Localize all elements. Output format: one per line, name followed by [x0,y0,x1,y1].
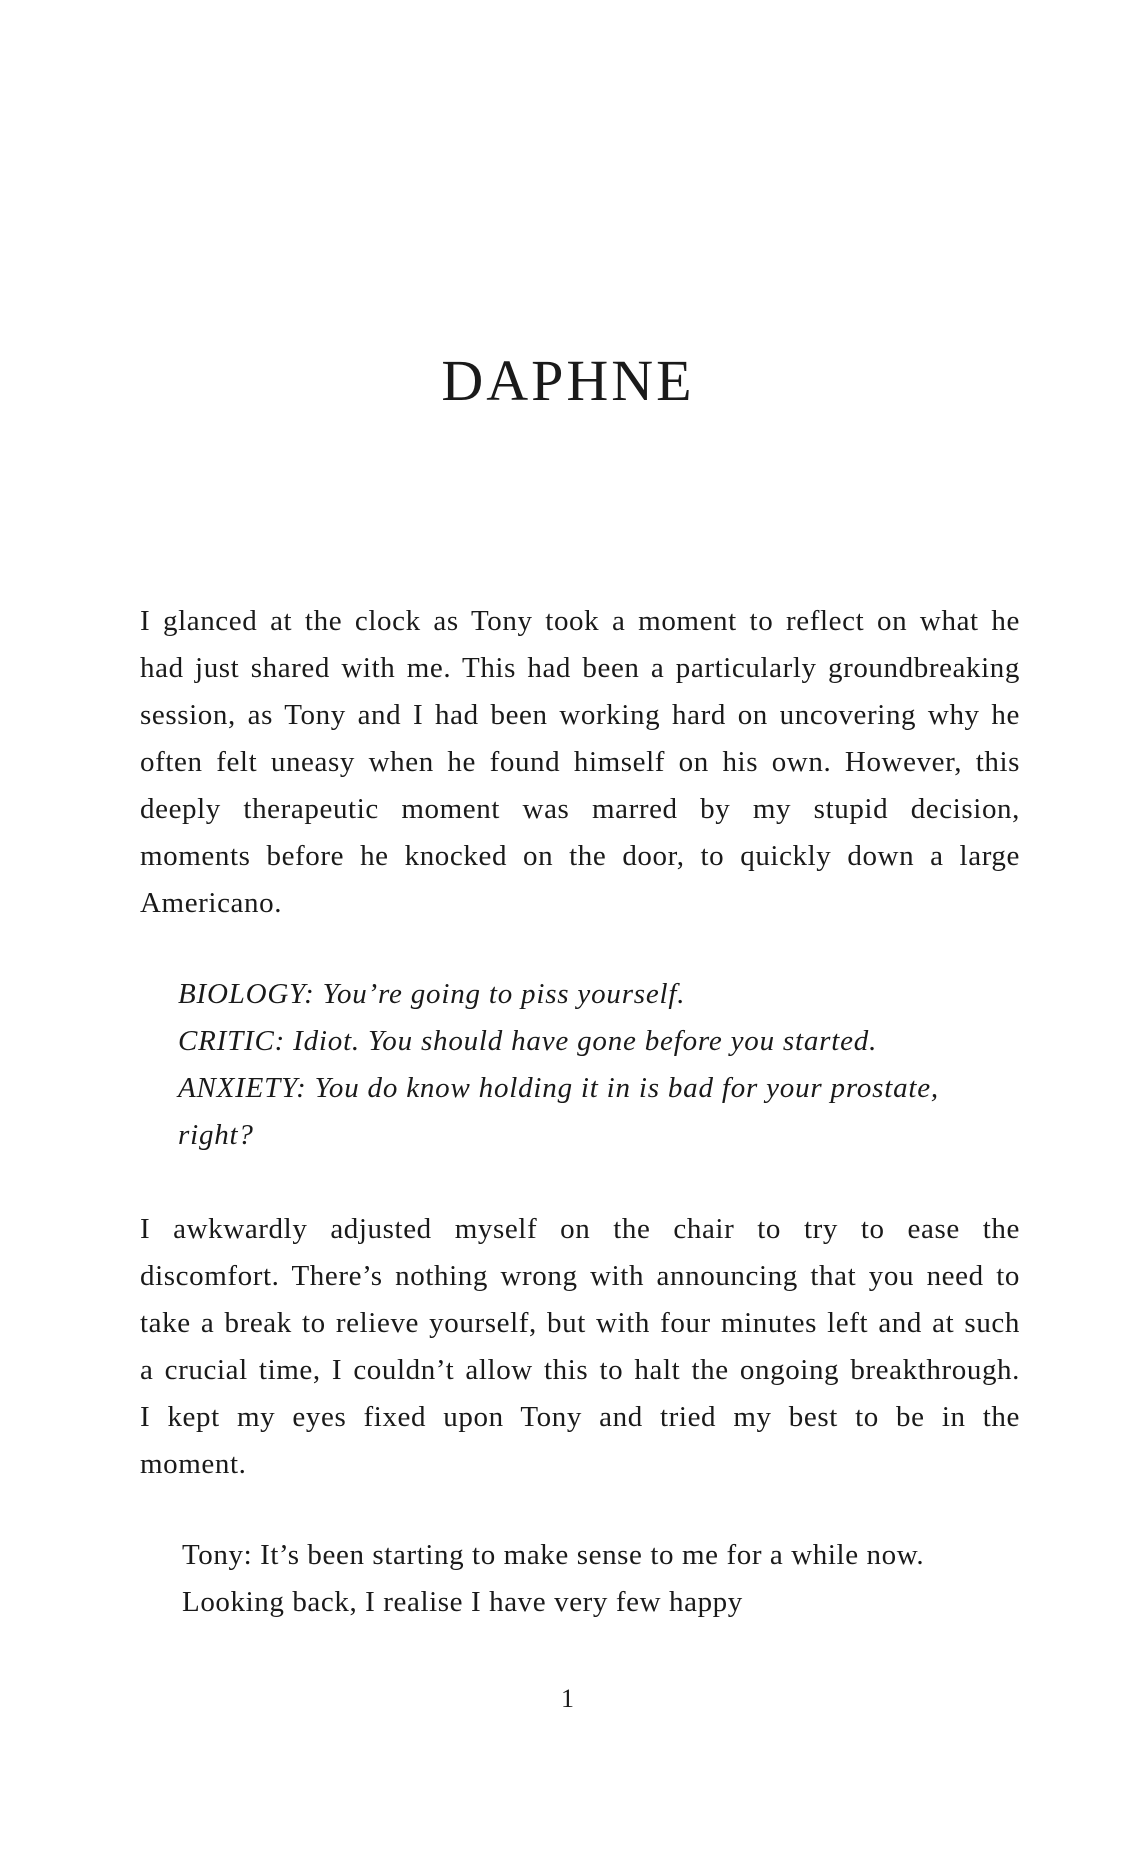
dialogue-text: It’s been starting to make sense to me for a while now. Looking back, I realise I have very few happy [182,1539,925,1618]
body-paragraph: I awkwardly adjusted myself on the chair to try to ease the discomfort. There’s nothing wrong with announcing that you need to take a break to relieve yourself, but with four minutes left and at such a crucial time, I couldn’t allow this to halt the ongoing breakthrough. I kept my eyes fixed upon Tony and tried my best to be in the moment. [140,1213,1020,1480]
body-paragraph: I glanced at the clock as Tony took a moment to reflect on what he had just shared with me. This had been a particularly groundbreaking session, as Tony and I had been working hard on uncovering why he often felt uneasy when he found himself on his own. However, this deeply therapeutic moment was marred by my stupid decision, moments before he knocked on the door, to quickly down a large Americano. [140,605,1020,919]
inner-voices-block [178,971,978,1159]
page-number: 1 [561,1684,575,1713]
chapter-title: DAPHNE [441,348,695,413]
voice-line-biology: BIOLOGY: You’re going to piss yourself. [178,978,686,1010]
dialogue-block [182,1532,942,1626]
dialogue-separator: : [243,1539,253,1571]
voice-line-critic: CRITIC: Idiot. You should have gone before you started. [178,1025,878,1057]
dialogue-speaker: Tony [182,1539,244,1571]
voice-line-anxiety: ANXIETY: You do know holding it in is bad for your prostate, right? [178,1072,939,1151]
